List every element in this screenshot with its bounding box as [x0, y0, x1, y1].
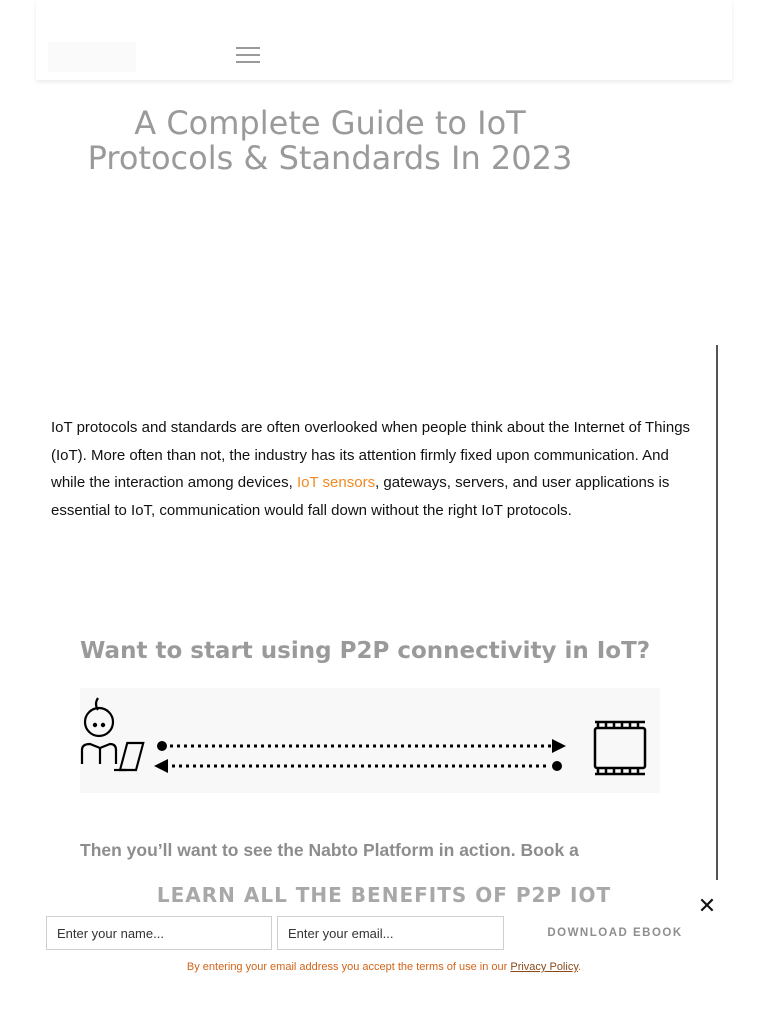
p2p-illustration [80, 688, 660, 793]
bidirectional-arrows-icon [154, 739, 566, 773]
logo[interactable] [48, 42, 136, 72]
privacy-text: By entering your email address you accept the terms of use in our [186, 961, 511, 973]
intro-text-1: IoT protocols and standards are often overlooked when people think about the Internet of Things (IoT). More often than not, the industry has its attention firmly fixed upon communication. And while the interaction among devices, [51, 419, 691, 491]
email-input[interactable] [277, 916, 504, 950]
site-header [36, 0, 732, 80]
microchip-icon [595, 722, 645, 774]
close-icon[interactable]: ✕ [697, 893, 717, 918]
intro-text-2: , gateways, servers, and user applications is essential to IoT, communication would fall down without the right IoT protocols. [51, 474, 670, 519]
privacy-policy-link[interactable]: Privacy Policy [510, 961, 579, 973]
hamburger-menu-icon[interactable] [236, 47, 260, 67]
privacy-end: . [578, 961, 582, 973]
page-title: A Complete Guide to IoT Protocols & Standards In 2023 [87, 104, 573, 177]
banner-title: LEARN ALL THE BENEFITS OF P2P IOT [156, 883, 612, 907]
intro-paragraph [51, 414, 696, 524]
cta-subtext: Then you’ll want to see the Nabto Platform in action. Book a [80, 840, 579, 860]
iot-sensors-link[interactable]: IoT sensors [296, 474, 376, 491]
scrollbar[interactable] [716, 345, 718, 880]
cta-heading: Want to start using P2P connectivity in IoT? [80, 638, 651, 664]
privacy-notice [0, 961, 768, 973]
download-ebook-button[interactable]: DOWNLOAD EBOOK [520, 916, 710, 950]
user-with-phone-icon [82, 698, 143, 770]
name-input[interactable] [46, 916, 272, 950]
